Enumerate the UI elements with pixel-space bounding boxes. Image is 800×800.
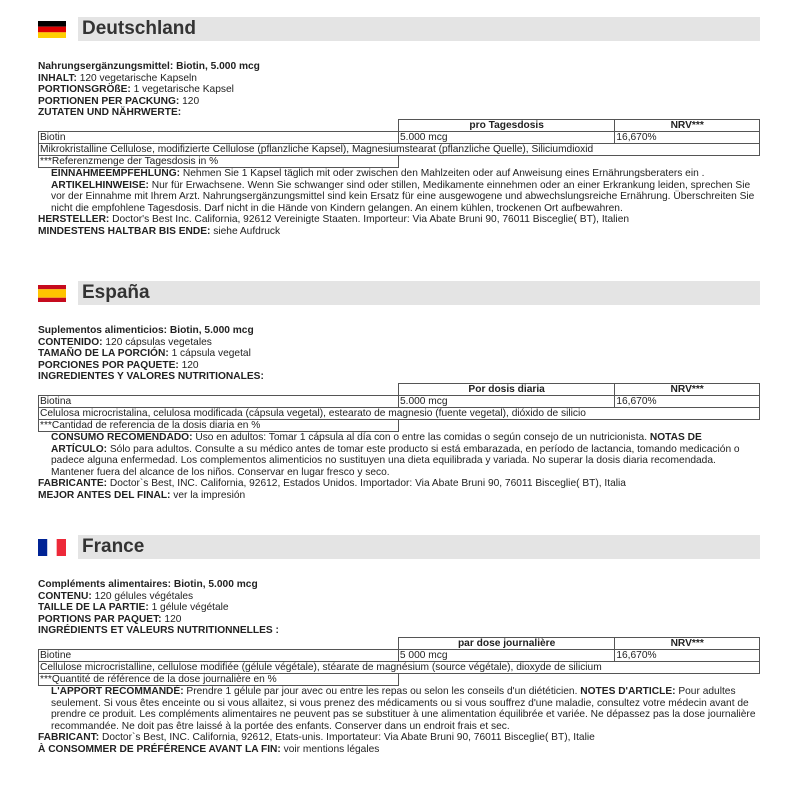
ingredients-title: ZUTATEN UND NÄHRWERTE: [38,107,182,119]
nutrition-table: par dose journalière NRV*** Biotine 5 000 mcg 16,670% Cellulose microcristalline, cellulose modifiée (gélule végétale), stéarate de magnésium (source végétale), dioxyde de silicium ***Quantité de référence de la dose journalière en % [38,637,760,686]
ingredients-title: INGRÉDIENTS ET VALEURS NUTRITIONNELLES : [38,625,279,637]
manufacturer-row: FABRICANT: Doctor`s Best, INC. California, 92612, Etats-unis. Importateur: Via Abate Bruni 90, 76011 Bisceglie( BT), Italie [38,732,595,744]
flag-france-icon [38,539,66,556]
country-title: Deutschland [82,18,197,39]
header-bar [78,281,760,305]
best-before-row: À CONSOMMER DE PRÉFÉRENCE AVANT LA FIN: voir mentions légales [38,743,380,755]
label-text [38,579,760,756]
section-header [38,535,760,559]
product-name: Compléments alimentaires: Biotin, 5.000 mcg [38,579,258,590]
header-bar [78,535,760,559]
usage-paragraph: L'APPORT RECOMMANDÉ: Prendre 1 gélule par jour avec ou entre les repas ou selon les conseils d'un diététicien. NOTES D'ARTICLE: Pour adultes seulement. Si vous êtes enceinte ou si vous allaitez, si vous prenez des médicaments ou si vous souffrez d'une maladie, consultez votre médecin avant de prendre ce produit. Les compléments alimentaires ne peuvent pas se substituer à une alimentation équilibrée et variée. Ne dépassez pas la dose journalière recommandée. Ne doit pas être laissé à la portée des enfants. Conserver dans un endroit frais et sec. [51,685,756,732]
content-row: CONTENU: 120 gélules végétales [38,590,194,602]
content-row: CONTENIDO: 120 cápsulas vegetales [38,336,212,348]
nutrition-table: pro Tagesdosis NRV*** Biotin 5.000 mcg 16,670% Mikrokristalline Cellulose, modifizierte Cellulose (pflanzliche Kapsel), Magnesiumstearat (pflanzliche Quelle), Siliciumdioxid ***Referenzmenge der Tagesdosis in % [38,119,760,168]
portion-size-row: PORTIONSGRÖßE: 1 vegetarische Kapsel [38,84,234,96]
section-es [38,281,760,502]
nutrition-table: Por dosis diaria NRV*** Biotina 5.000 mcg 16,670% Celulosa microcristalina, celulosa modificada (cápsula vegetal), estearato de magnesio (fuente vegetal), dióxido de silicio ***Cantidad de referencia de la dosis diaria en % [38,383,760,432]
best-before-row: MEJOR ANTES DEL FINAL: ver la impresión [38,489,246,501]
label-text [38,325,760,502]
flag-spain-icon [38,285,66,302]
flag-germany-icon [38,21,66,38]
usage-paragraph: CONSUMO RECOMENDADO: Uso en adultos: Tomar 1 cápsula al día con o entre las comidas o según consejo de un nutricionista. NOTAS DE ARTÍCULO: Sólo para adultos. Consulte a su médico antes de tomar este producto si está embarazada, en período de lactancia, tomando medicación o padece alguna enfermedad. Los complementos alimenticios no sustituyen una dieta equilibrada y variada. No superar la dosis diaria recomendada. Mantener fuera del alcance de los niños. Conservar en lugar fresco y seco. [51,431,740,478]
section-header [38,281,760,305]
section-header [38,17,760,41]
ingredients-title: INGREDIENTES Y VALORES NUTRITIONALES: [38,371,264,383]
portions-row: PORCIONES POR PAQUETE: 120 [38,359,199,371]
usage-paragraph: EINNAHMEEMPFEHLUNG: Nehmen Sie 1 Kapsel täglich mit oder zwischen den Mahlzeiten oder auf Anweisung eines Ernährungsberaters ein . ARTIKELHINWEISE: Nur für Erwachsene. Wenn Sie schwanger sind oder stillen, Medikamente einnehmen oder an einer Erkrankung leiden, sprechen Sie vor der Einnahme mit Ihrem Arzt. Nahrungsergänzungsmittel sind kein Ersatz für eine ausgewogene und abwechslungsreiche Ernährung. Überschreiten Sie nicht die empfohlene Tagesdosis. Darf nicht in die Hände von Kindern gelangen. An einem kühlen, trockenen Ort aufbewahren. [51,167,755,214]
country-title: España [82,282,150,303]
portions-row: PORTIONS PAR PAQUET: 120 [38,613,182,625]
product-name: Suplementos alimenticios: Biotin, 5.000 mcg [38,325,254,336]
label-text [38,61,760,238]
content-row: INHALT: 120 vegetarische Kapseln [38,72,197,84]
section-fr [38,535,760,756]
portion-size-row: TAILLE DE LA PARTIE: 1 gélule végétale [38,602,229,614]
section-de [38,17,760,238]
manufacturer-row: FABRICANTE: Doctor`s Best, INC. California, 92612, Estados Unidos. Importador: Via Abate Bruni 90, 76011 Bisceglie( BT), Italia [38,478,626,490]
product-name: Nahrungsergänzungsmittel: Biotin, 5.000 mcg [38,61,260,72]
portions-row: PORTIONEN PER PACKUNG: 120 [38,95,200,107]
manufacturer-row: HERSTELLER: Doctor's Best Inc. California, 92612 Vereinigte Staaten. Importeur: Via Abate Bruni 90, 76011 Bisceglie( BT), Italien [38,214,630,226]
best-before-row: MINDESTENS HALTBAR BIS ENDE: siehe Aufdruck [38,225,281,237]
country-title: France [82,536,145,557]
portion-size-row: TAMAÑO DE LA PORCIÓN: 1 cápsula vegetal [38,348,251,360]
